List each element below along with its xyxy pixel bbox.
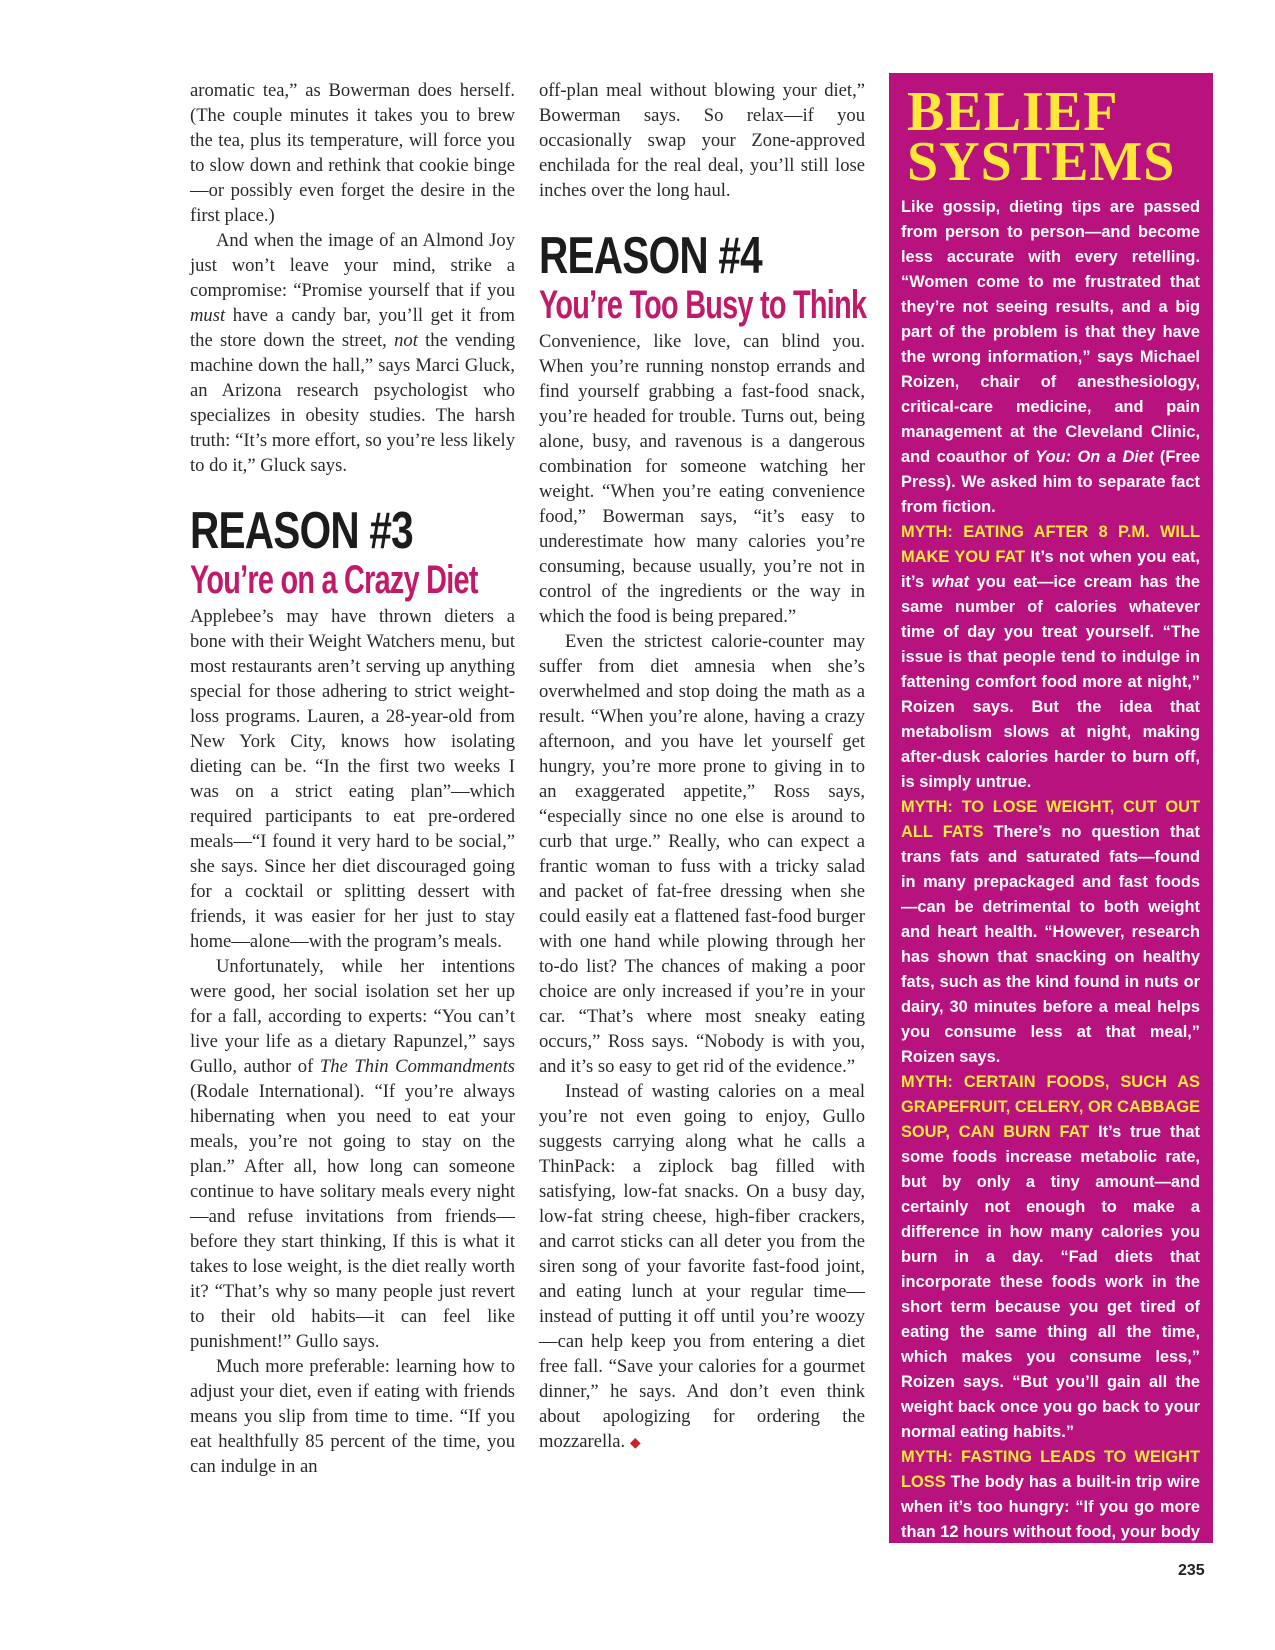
- sidebar-title-line: SYSTEMS: [907, 131, 1176, 193]
- emphasis: must: [190, 305, 226, 326]
- text-run: And when the image of an Almond Joy just won’t leave your mind, strike a compromise: “Promise yourself that if you: [190, 230, 515, 301]
- text-run: Unfortunately, while her intentions were good, her social isolation set her up for a fall, according to experts: “You can’t live your life as a dietary Rapunzel,” says Gullo, author of: [190, 956, 515, 1077]
- text-run: There’s no question that trans fats and saturated fats—found in many prepackaged and fast foods—can be detrimental to both weight and heart health. “However, research has shown that snacking on healthy fats, such as the kind found in nuts or dairy, 30 minutes before a meal helps you consume less at that meal,” Roizen says.: [901, 823, 1200, 1066]
- byline: —ELLEN MILLER: [1084, 1601, 1191, 1615]
- sidebar-title-line: BELIEF: [907, 81, 1119, 143]
- sidebar-body: [901, 195, 1200, 1621]
- text-run: the vending machine down the hall,” says Marci Gluck, an Arizona research psychologist who specializes in obesity studies. The harsh truth: “It’s more effort, so you’re less likely to do it,” Gluck says.: [190, 330, 515, 476]
- end-mark-icon: ◆: [629, 1436, 641, 1451]
- myth-item: [901, 1445, 1200, 1621]
- text-run: Instead of wasting calories on a meal you’re not even going to enjoy, Gullo suggests carrying along what he calls a ThinPack: a ziplock bag filled with satisfying, low-fat snacks. On a busy day, low-fat string cheese, high-fiber crackers, and carrot sticks can all deter you from the siren song of your favorite fast-food joint, and eating lunch at your regular time—instead of putting it off until you’re woozy—can help keep you from entering a diet free fall. “Save your calories for a gourmet dinner,” he says. And don’t even think about apologizing for ordering the mozzarella.: [539, 1081, 865, 1452]
- paragraph: aromatic tea,” as Bowerman does herself. (The couple minutes it takes you to brew the tea, plus its temperature, will force you to slow down and rethink that cookie binge—or possibly even forget the desire in the first place.): [190, 80, 515, 226]
- myth-label: MYTH: EATING AFTER 8 P.M. WILL MAKE YOU FAT: [901, 523, 1200, 566]
- book-title: The Thin Commandments: [319, 1056, 515, 1077]
- myth-item: [901, 795, 1200, 1070]
- emphasis: what: [931, 573, 969, 591]
- myth-label: MYTH: FASTING LEADS TO WEIGHT LOSS: [901, 1448, 1200, 1491]
- myth-item: [901, 520, 1200, 795]
- reason-4-subheading: You’re Too Busy to Think: [539, 283, 867, 327]
- reason-3-header: [190, 504, 515, 602]
- sidebar-title: [907, 81, 1200, 193]
- article-column-2: [539, 78, 865, 1456]
- text-run: It’s not when you eat, it’s: [901, 548, 1200, 591]
- paragraph: Much more preferable: learning how to adjust your diet, even if eating with friends means you slip from time to time. “If you eat healthfully 85 percent of the time, you can indulge in an: [190, 1356, 515, 1477]
- text-run: (Free Press). We asked him to separate fact from fiction.: [901, 448, 1201, 516]
- text-run: The body has a built-in trip wire when it’s too hungry: “If you go more than 12 hours without food, your body shifts to a lower metabolic rate,” Roizen says. “This just makes weight loss far more difficult.”: [901, 1473, 1200, 1616]
- myth-label: MYTH: CERTAIN FOODS, SUCH AS GRAPEFRUIT, CELERY, OR CABBAGE SOUP, CAN BURN FAT: [901, 1073, 1200, 1141]
- paragraph: off-plan meal without blowing your diet,” Bowerman says. So relax—if you occasionally swap your Zone-approved enchilada for the real deal, you’ll still lose inches over the long haul.: [539, 80, 865, 201]
- sidebar-intro: [901, 195, 1200, 520]
- article-column-1: [190, 78, 515, 1479]
- text-run: have a candy bar, you’ll get it from the store down the street,: [190, 305, 515, 351]
- book-title: You: On a Diet: [1035, 448, 1154, 466]
- reason-4-header: [539, 229, 865, 327]
- reason-3-heading: REASON #3: [190, 502, 413, 560]
- paragraph: [190, 954, 515, 1354]
- text-run: Like gossip, dieting tips are passed from person to person—and become less accurate with every retelling. “Women come to me frustrated that they’re not seeing results, and a big part of the problem is that they have the wrong information,” says Michael Roizen, chair of anesthesiology, critical-care medicine, and pain management at the Cleveland Clinic, and coauthor of: [901, 198, 1200, 466]
- paragraph: Convenience, like love, can blind you. When you’re running nonstop errands and find yourself grabbing a fast-food snack, you’re headed for trouble. Turns out, being alone, busy, and ravenous is a dangerous combination for someone watching her weight. “When you’re eating convenience food,” Bowerman says, “it’s easy to underestimate how many calories you’re consuming, because usually, you’re not in control of the ingredients or the way in which the food is being prepared.”: [539, 331, 865, 627]
- paragraph: Even the strictest calorie-counter may suffer from diet amnesia when she’s overwhelmed and stop doing the math as a result. “When you’re alone, having a crazy afternoon, and you have let yourself get hungry, you’re more prone to giving in to an exaggerated appetite,” Ross says, “especially since no one else is around to curb that urge.” Really, who can expect a frantic woman to fuss with a tricky salad and packet of fat-free dressing when she could easily eat a flattened fast-food burger with one hand while plowing through her to-do list? The chances of making a poor choice are only increased if you’re in your car. “That’s where most sneaky eating occurs,” Ross says. “Nobody is with you, and it’s so easy to get rid of the evidence.”: [539, 631, 865, 1077]
- paragraph: [539, 1079, 865, 1456]
- text-run: It’s true that some foods increase metabolic rate, but by only a tiny amount—and certainly not enough to make a difference in how many calories you burn in a day. “Fad diets that incorporate these foods work in the short term because you get tired of eating the same thing all the time, which makes you consume less,” Roizen says. “But you’ll gain all the weight back once you go back to your normal eating habits.”: [901, 1123, 1200, 1441]
- page-number: 235: [1178, 1562, 1205, 1579]
- myth-item: [901, 1070, 1200, 1445]
- text-run: (Rodale International). “If you’re always hibernating when you need to eat your meals, you’re not going to stay on the plan.” After all, how long can someone continue to have solitary meals every night—and refuse invitations from friends—before they start thinking, If this is what it takes to lose weight, is the diet really worth it? “That’s why so many people just revert to their old habits—it can feel like punishment!” Gullo says.: [190, 1081, 515, 1352]
- paragraph: [190, 228, 515, 478]
- emphasis: not: [394, 330, 418, 351]
- myth-label: MYTH: TO LOSE WEIGHT, CUT OUT ALL FATS: [901, 798, 1200, 841]
- text-run: you eat—ice cream has the same number of calories whatever time of day you treat yourself. “The issue is that people tend to indulge in fattening comfort food more at night,” Roizen says. But the idea that metabolism slows at night, making after-dusk calories harder to burn off, is simply untrue.: [901, 573, 1200, 791]
- paragraph: Applebee’s may have thrown dieters a bone with their Weight Watchers menu, but most restaurants aren’t serving up anything special for those adhering to strict weight-loss programs. Lauren, a 28-year-old from New York City, knows how isolating dieting can be. “In the first two weeks I was on a strict eating plan”—which required participants to eat pre-ordered meals—“I found it very hard to be social,” she says. Since her diet discouraged going for a cocktail or splitting dessert with friends, it was easier for her just to stay home—alone—with the program’s meals.: [190, 606, 515, 952]
- reason-3-subheading: You’re on a Crazy Diet: [190, 558, 478, 602]
- reason-4-heading: REASON #4: [539, 227, 762, 285]
